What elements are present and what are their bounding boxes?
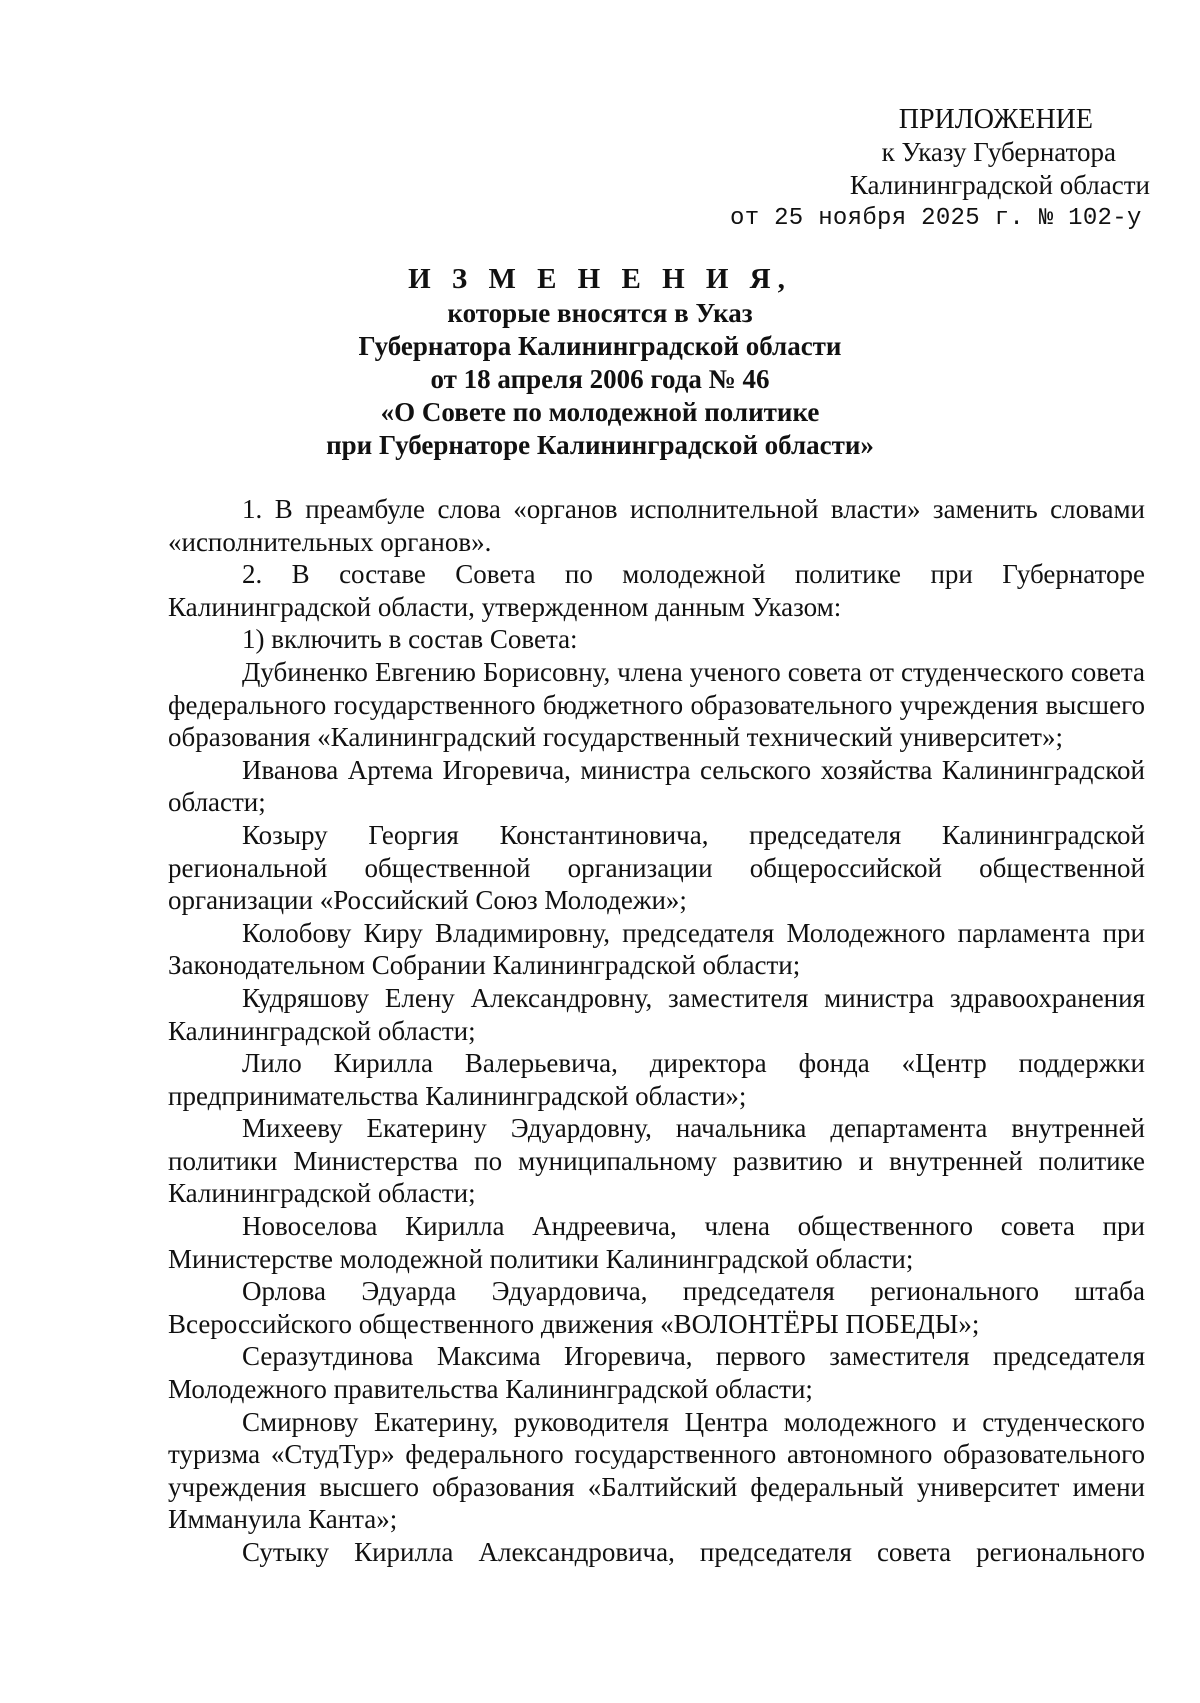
title-line: «О Совете по молодежной политике [380,397,820,427]
title-line: Губернатора Калининградской области [358,331,842,361]
body-paragraph: Серазутдинова Максима Игоревича, первого заместителя председателя Молодежного правительства Калининградской области; [168,1341,1145,1405]
title-line: которые вносятся в Указ [447,298,753,328]
body-paragraph: 1) включить в состав Совета: [242,624,578,655]
body-paragraph: Лило Кирилла Валерьевича, директора фонда «Центр поддержки предпринимательства Калининградской области»; [168,1048,1145,1111]
region-name: Калининградской области [849,170,1150,200]
title-line: от 18 апреля 2006 года № 46 [430,364,770,394]
appendix-header [730,103,1150,235]
body-paragraph: Козыру Георгия Константиновича, председателя Калининградской региональной общественной организации общероссийской общественной организации «Российский Союз Молодежи»; [168,819,1145,916]
document-title [150,263,1050,462]
body-paragraph: Смирнову Екатерину, руководителя Центра молодежного и студенческого туризма «СтудТур» федерального государственного автономного образовательного учреждения высшего образования «Балтийский федеральный университет имени Иммануила Канта»; [168,1406,1145,1535]
body-paragraph: 1. В преамбуле слова «органов исполнительной власти» заменить словами «исполнительных органов». [168,494,1145,557]
body-paragraph: Новоселова Кирилла Андреевича, члена общественного совета при Министерстве молодежной политики Калининградской области; [168,1211,1145,1274]
body-paragraph: Колобову Киру Владимировну, председателя Молодежного парламента при Законодательном Собрании Калининградской области; [168,917,1145,981]
body-paragraph: Дубиненко Евгению Борисовну, члена ученого совета от студенческого совета федерального государственного бюджетного образовательного учреждения высшего образования «Калининградский государственный технический университет»; [168,656,1145,753]
body-paragraph: 2. В составе Совета по молодежной политике при Губернаторе Калининградской области, утвержденном данным Указом: [168,559,1145,622]
body-paragraph: Орлова Эдуарда Эдуардовича, председателя регионального штаба Всероссийского общественного движения «ВОЛОНТЁРЫ ПОБЕДЫ»; [168,1276,1145,1339]
body-paragraph: Михееву Екатерину Эдуардовну, начальника департамента внутренней политики Министерства по муниципальному развитию и внутренней политике Калининградской области; [168,1113,1145,1209]
document-body [168,493,1145,1569]
appendix-label: ПРИЛОЖЕНИЕ [898,104,1093,135]
body-paragraph: Сутыку Кирилла Александровича, председателя совета регионального [242,1537,1145,1567]
body-paragraph: Иванова Артема Игоревича, министра сельского хозяйства Калининградской области; [168,754,1145,818]
body-paragraph: Кудряшову Елену Александровну, заместителя министра здравоохранения Калининградской области; [168,982,1145,1046]
decree-date-number: от 25 ноября 2025 г. № 102-у [730,205,1142,232]
title-heading: И З М Е Н Е Н И Я, [408,263,792,295]
decree-reference: к Указу Губернатора [881,137,1116,167]
title-line: при Губернаторе Калининградской области» [326,430,874,460]
